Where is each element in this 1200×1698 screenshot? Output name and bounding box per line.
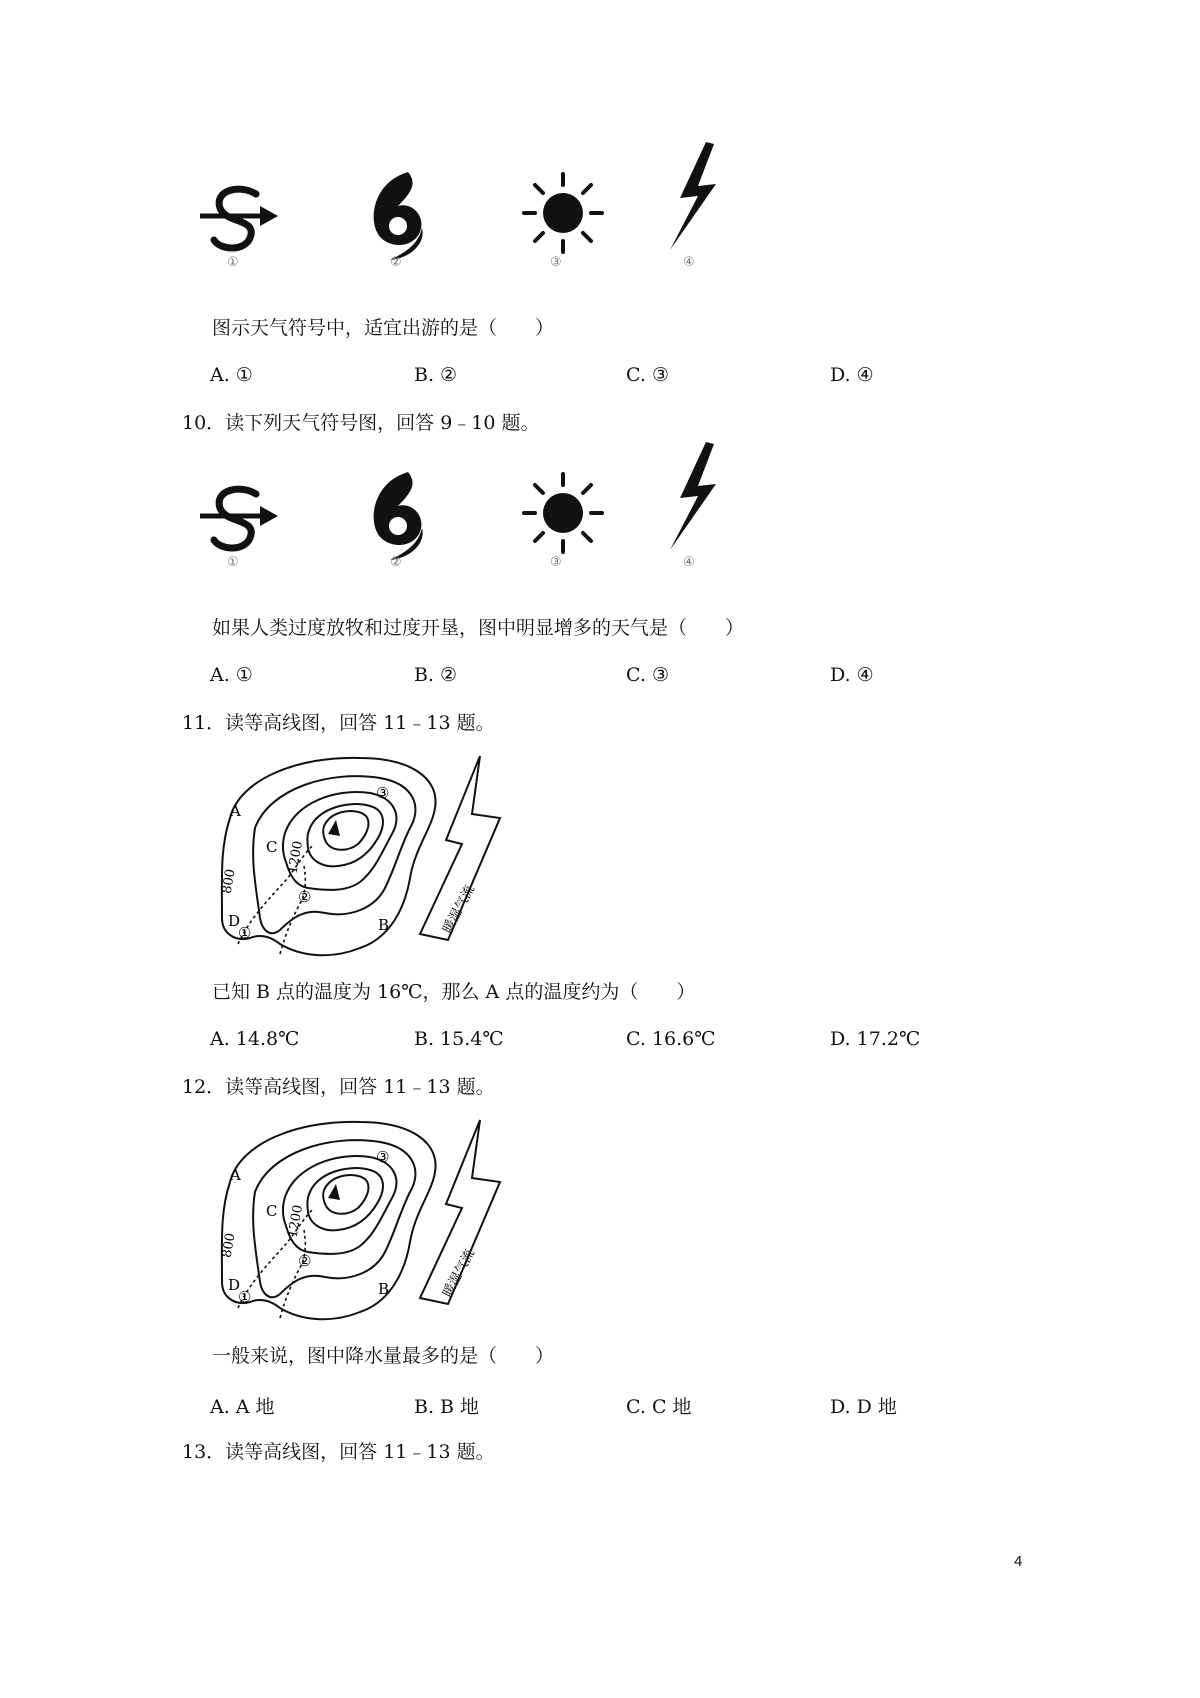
question-10-text: 如果人类过度放牧和过度开垦，图中明显增多的天气是（ ） bbox=[212, 617, 745, 639]
circled-label-1: ① bbox=[238, 1288, 252, 1306]
weather-symbols-row-1 bbox=[200, 140, 760, 290]
airflow-label: 暖湿气流 bbox=[440, 1246, 478, 1300]
sandstorm-icon bbox=[200, 180, 280, 260]
question-12-header: 12．读等高线图，回答 11﹣13 题。 bbox=[182, 1076, 495, 1098]
contour-label-800: 800 bbox=[219, 867, 239, 896]
weather-symbols-row-2 bbox=[200, 440, 760, 590]
q10-option-d[interactable]: D. ④ bbox=[830, 664, 874, 686]
circled-label-1: ① bbox=[238, 924, 252, 942]
symbol-label: ③ bbox=[550, 555, 562, 570]
q12-option-b[interactable]: B. B 地 bbox=[414, 1396, 480, 1418]
point-label-c: C bbox=[266, 838, 278, 856]
question-12-text: 一般来说，图中降水量最多的是（ ） bbox=[212, 1345, 555, 1367]
q11-option-b[interactable]: B. 15.4℃ bbox=[414, 1028, 504, 1050]
lightning-icon bbox=[668, 440, 728, 552]
question-10-header: 10．读下列天气符号图，回答 9﹣10 题。 bbox=[182, 412, 540, 434]
lightning-icon bbox=[668, 140, 728, 252]
contour-label-800: 800 bbox=[219, 1231, 239, 1260]
q10-option-a[interactable]: A. ① bbox=[210, 664, 253, 686]
symbol-label: ② bbox=[390, 255, 402, 270]
symbol-label: ① bbox=[227, 255, 239, 270]
q11-option-a[interactable]: A. 14.8℃ bbox=[210, 1028, 300, 1050]
contour-label-1200: 1200 bbox=[285, 1203, 307, 1240]
q9-option-c[interactable]: C. ③ bbox=[626, 364, 669, 386]
contour-label-1200: 1200 bbox=[285, 839, 307, 876]
q11-option-d[interactable]: D. 17.2℃ bbox=[830, 1028, 921, 1050]
symbol-label: ② bbox=[390, 555, 402, 570]
page-number: 4 bbox=[1014, 1553, 1023, 1570]
symbol-label: ① bbox=[227, 555, 239, 570]
q10-option-b[interactable]: B. ② bbox=[414, 664, 458, 686]
contour-map-2 bbox=[210, 1112, 520, 1330]
q9-option-a[interactable]: A. ① bbox=[210, 364, 253, 386]
sandstorm-icon bbox=[200, 480, 280, 560]
sunny-icon bbox=[520, 170, 606, 256]
q11-option-c[interactable]: C. 16.6℃ bbox=[626, 1028, 716, 1050]
circled-label-2: ② bbox=[298, 888, 312, 906]
q10-option-c[interactable]: C. ③ bbox=[626, 664, 669, 686]
symbol-label: ③ bbox=[550, 255, 562, 270]
q12-option-a[interactable]: A. A 地 bbox=[210, 1396, 275, 1418]
q12-option-c[interactable]: C. C 地 bbox=[626, 1396, 692, 1418]
typhoon-icon bbox=[368, 168, 428, 264]
symbol-label: ④ bbox=[683, 255, 695, 270]
circled-label-2: ② bbox=[298, 1252, 312, 1270]
point-label-b: B bbox=[378, 916, 390, 934]
circled-label-3: ③ bbox=[376, 784, 390, 802]
airflow-label: 暖湿气流 bbox=[440, 882, 478, 936]
sunny-icon bbox=[520, 470, 606, 556]
q9-option-d[interactable]: D. ④ bbox=[830, 364, 874, 386]
question-13-header: 13．读等高线图，回答 11﹣13 题。 bbox=[182, 1441, 495, 1463]
point-label-d: D bbox=[228, 1276, 241, 1294]
circled-label-3: ③ bbox=[376, 1148, 390, 1166]
symbol-label: ④ bbox=[683, 555, 695, 570]
question-9-text: 图示天气符号中，适宜出游的是（ ） bbox=[212, 317, 555, 339]
point-label-c: C bbox=[266, 1202, 278, 1220]
point-label-d: D bbox=[228, 912, 241, 930]
q12-option-d[interactable]: D. D 地 bbox=[830, 1396, 897, 1418]
point-label-a: A bbox=[230, 802, 241, 820]
point-label-a: A bbox=[230, 1166, 241, 1184]
point-label-b: B bbox=[378, 1280, 390, 1298]
question-11-header: 11．读等高线图，回答 11﹣13 题。 bbox=[182, 712, 495, 734]
question-11-text: 已知 B 点的温度为 16℃，那么 A 点的温度约为（ ） bbox=[212, 981, 696, 1003]
contour-map-1 bbox=[210, 748, 520, 966]
typhoon-icon bbox=[368, 468, 428, 564]
q9-option-b[interactable]: B. ② bbox=[414, 364, 458, 386]
